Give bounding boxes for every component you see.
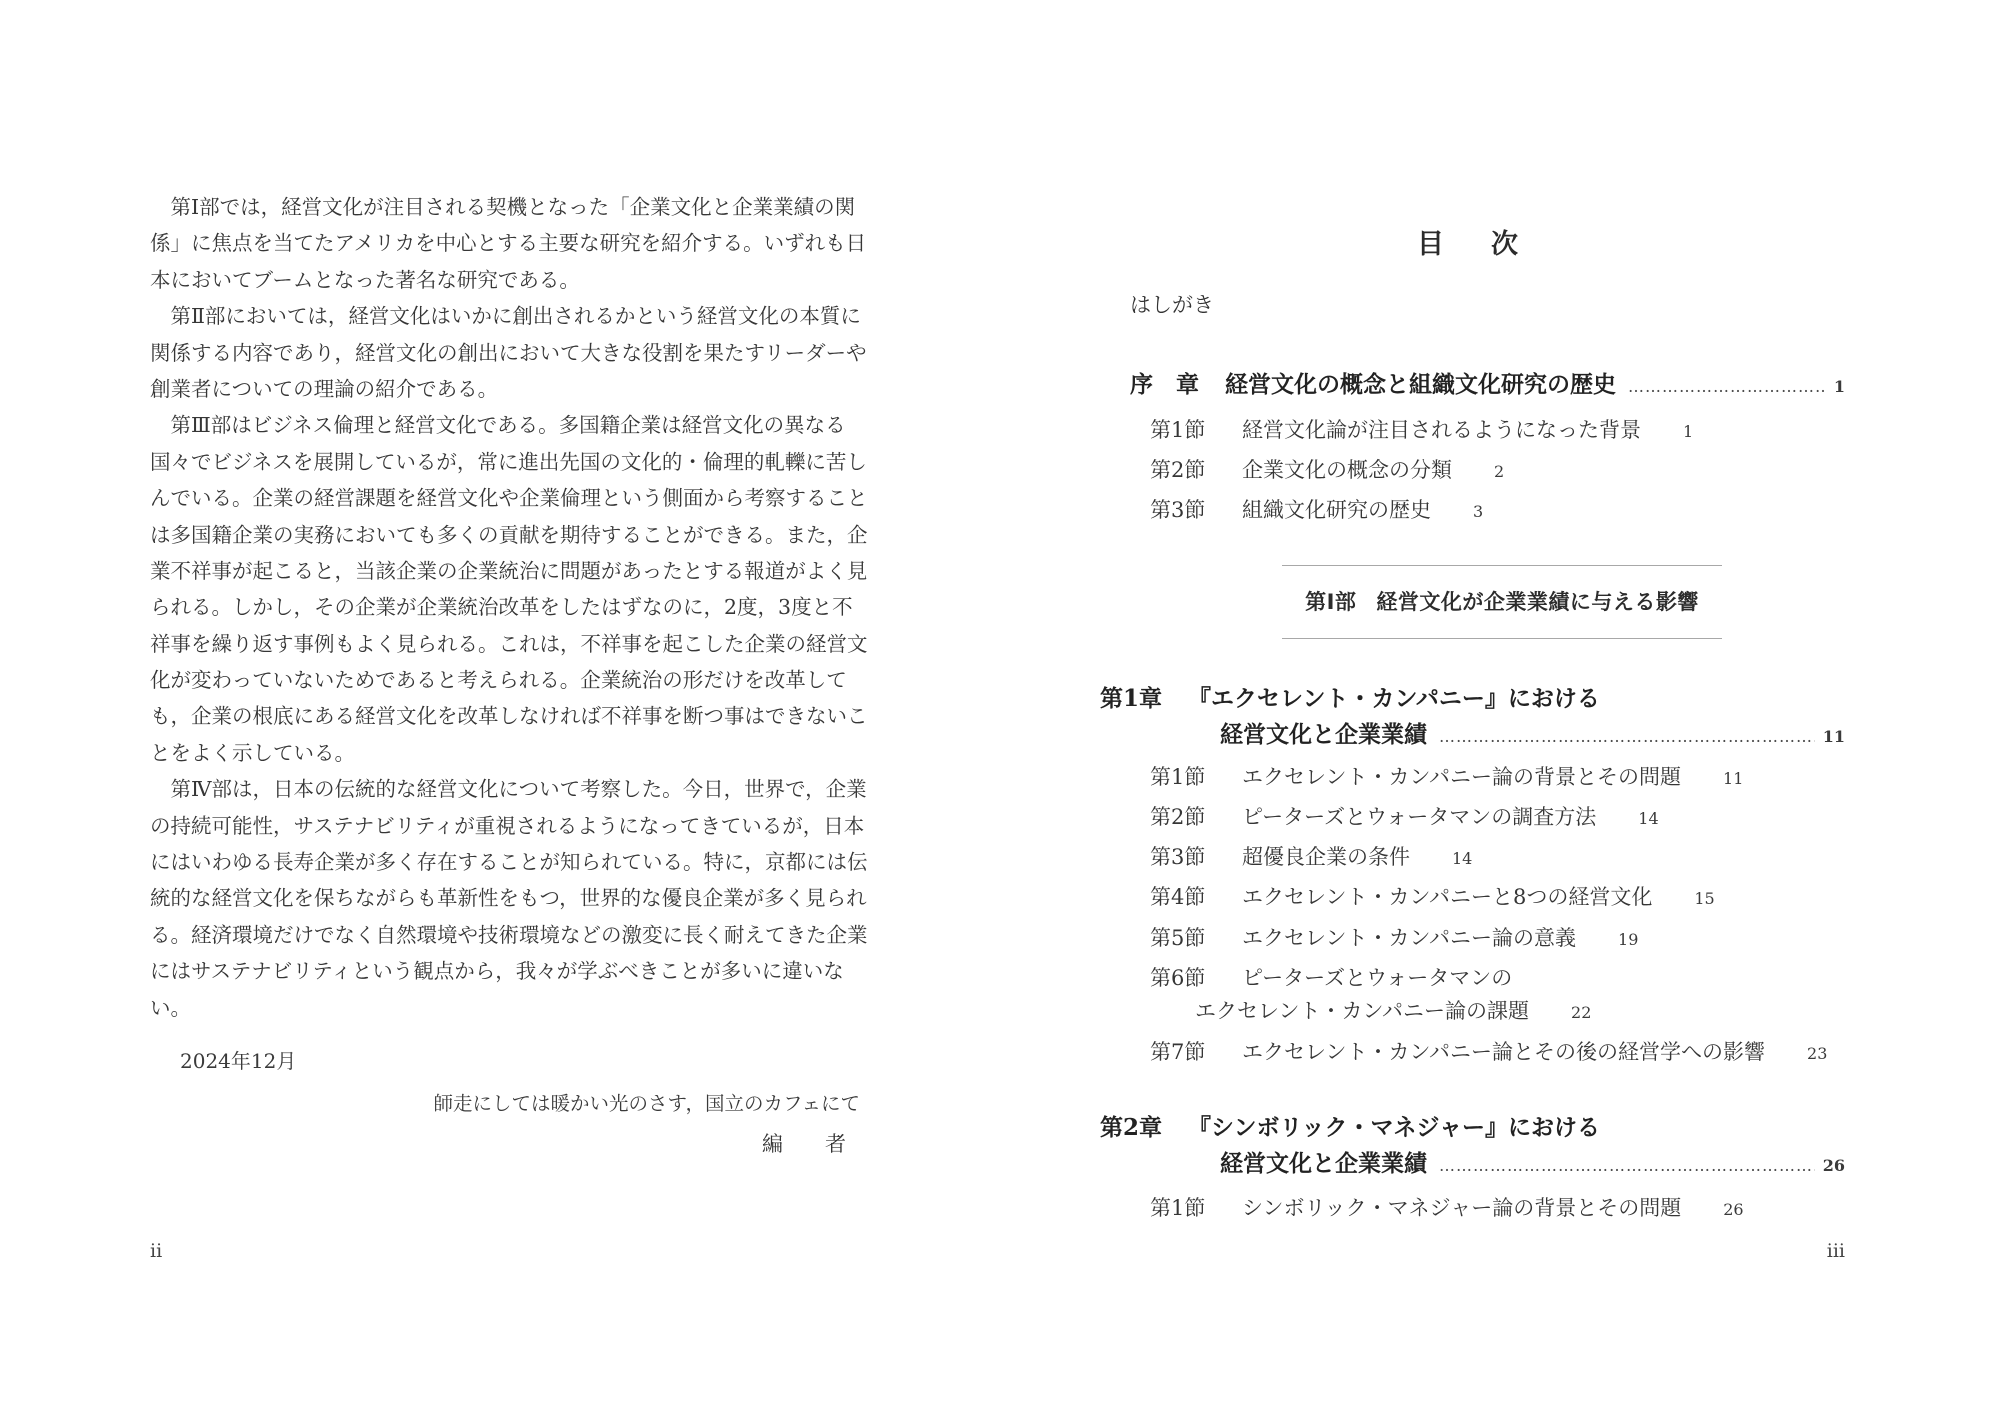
part-title: 経営文化が企業業績に与える影響 (1376, 590, 1699, 614)
paragraph-line: 創業者についての理論の紹介である。 (150, 376, 499, 401)
chapter-title-line1: 『エクセレント・カンパニー』における (1188, 685, 1600, 712)
paragraph-line: られる。しかし，その企業が企業統治改革をしたはずなのに，2度，3度と不 (150, 595, 853, 620)
paragraph (150, 189, 867, 298)
section-page-number: 23 (1807, 1044, 1828, 1063)
toc-title: 目 次 (1417, 229, 1528, 260)
section-title: エクセレント・カンパニー論とその後の経営学への影響 (1242, 1040, 1766, 1064)
section-title: 組織文化研究の歴史 (1242, 498, 1431, 522)
section-label: 第7節 (1150, 1040, 1206, 1064)
preface-editor-signature: 編 者 (762, 1132, 846, 1156)
toc-section (1150, 879, 1715, 915)
section-label: 第1節 (1150, 1196, 1206, 1220)
chapter-page-number: 11 (1822, 727, 1845, 746)
chapter-label: 第2章 (1100, 1114, 1163, 1141)
chapter-title-line1: 『シンボリック・マネジャー』における (1188, 1114, 1601, 1141)
section-title: エクセレント・カンパニー論の背景とその問題 (1242, 765, 1682, 789)
section-label: 第3節 (1150, 498, 1206, 522)
part-heading (1282, 586, 1722, 616)
section-title: 企業文化の概念の分類 (1242, 458, 1452, 482)
section-label: 第2節 (1150, 458, 1206, 482)
section-label: 第1節 (1150, 765, 1206, 789)
toc-section (1150, 492, 1483, 528)
paragraph-line: 国々でビジネスを展開しているが，常に進出先国の文化的・倫理的軋轢に苦し (150, 449, 867, 474)
toc-section (1150, 839, 1472, 875)
part-divider-bottom-rule (1282, 638, 1722, 639)
toc-section (1150, 1034, 1827, 1070)
page-number-left: ii (150, 1240, 163, 1262)
paragraph-line: る。経済環境だけでなく自然環境や技術環境などの激変に長く耐えてきた企業 (150, 922, 868, 947)
paragraph-line: とをよく示している。 (150, 740, 355, 765)
section-title: 経営文化論が注目されるようになった背景 (1242, 418, 1641, 442)
paragraph (150, 407, 868, 771)
paragraph-line: 第Ⅲ部はビジネス倫理と経営文化である。多国籍企業は経営文化の異なる (170, 413, 846, 438)
paragraph-line: も，企業の根底にある経営文化を改革しなければ不祥事を断つ事はできないこ (150, 704, 868, 729)
toc-section (1150, 960, 1512, 996)
toc-front-item: はしがき (1130, 293, 1214, 317)
paragraph-line: 第Ⅱ部においては，経営文化はいかに創出されるかという経営文化の本質に (170, 304, 861, 329)
page-number-right: iii (1826, 1240, 1845, 1262)
chapter-page-number: 1 (1833, 377, 1845, 396)
section-label: 第5節 (1150, 926, 1206, 950)
section-title: エクセレント・カンパニーと8つの経営文化 (1242, 885, 1653, 909)
toc-section (1150, 799, 1659, 835)
section-page-number: 11 (1723, 769, 1744, 788)
part-divider-top-rule (1282, 565, 1722, 566)
section-label: 第6節 (1150, 966, 1206, 990)
chapter-label: 序 章 (1130, 371, 1199, 398)
chapter-page-number: 26 (1822, 1156, 1845, 1175)
section-title-line2: エクセレント・カンパニー論の課題 (1195, 999, 1530, 1023)
toc-section (1150, 412, 1693, 448)
chapter-title-line2: 経営文化と企業業績 (1220, 721, 1427, 748)
chapter-title: 経営文化の概念と組織文化研究の歴史 (1225, 371, 1616, 398)
dot-leader (1439, 1146, 1815, 1184)
section-label: 第4節 (1150, 885, 1206, 909)
section-page-number: 22 (1571, 1003, 1592, 1022)
section-page-number: 19 (1618, 930, 1639, 949)
paragraph-line: 統的な経営文化を保ちながらも革新性をもつ，世界的な優良企業が多く見られ (150, 886, 867, 911)
paragraph-line: 本においてブームとなった著名な研究である。 (150, 267, 580, 292)
section-page-number: 3 (1473, 502, 1484, 521)
paragraph-line: 第Ⅰ部では，経営文化が注目される契機となった「企業文化と企業業績の関 (170, 195, 856, 219)
paragraph-line: 第Ⅳ部は，日本の伝統的な経営文化について考察した。今日，世界で，企業 (170, 777, 867, 802)
section-label: 第2節 (1150, 805, 1206, 829)
section-label: 第3節 (1150, 845, 1206, 869)
toc-page (1100, 0, 1845, 1414)
toc-chapter-2-line2 (1220, 1146, 1845, 1182)
paragraph-line: 関係する内容であり，経営文化の創出において大きな役割を果たすリーダーや (150, 340, 867, 365)
paragraph-line: 業不祥事が起こると，当該企業の企業統治に問題があったとする報道がよく見 (150, 558, 868, 583)
dot-leader (1439, 717, 1815, 755)
paragraph-line: んでいる。企業の経営課題を経営文化や企業倫理という側面から考察すること (150, 486, 868, 511)
preface-paragraphs (150, 189, 868, 1026)
preface-date: 2024年12月 (180, 1049, 297, 1073)
toc-intro-chapter (1130, 367, 1845, 403)
toc-section-continuation (1195, 993, 1591, 1029)
chapter-title-line2: 経営文化と企業業績 (1220, 1150, 1427, 1177)
paragraph-line: にはいわゆる長寿企業が多く存在することが知られている。特に，京都には伝 (150, 850, 868, 875)
section-title: エクセレント・カンパニー論の意義 (1242, 926, 1577, 950)
toc-section (1150, 920, 1638, 956)
paragraph-line: 祥事を繰り返す事例もよく見られる。これは，不祥事を起こした企業の経営文 (150, 631, 868, 656)
section-label: 第1節 (1150, 418, 1206, 442)
preface-page (150, 0, 868, 1414)
section-page-number: 1 (1683, 422, 1694, 441)
preface-colophon: 師走にしては暖かい光のさす，国立のカフェにて (433, 1092, 860, 1115)
part-label: 第Ⅰ部 (1305, 590, 1357, 614)
section-title: 超優良企業の条件 (1242, 845, 1410, 869)
paragraph (150, 298, 867, 407)
paragraph-line: の持続可能性，サステナビリティが重視されるようになってきているが，日本 (150, 813, 865, 838)
toc-chapter-1 (1100, 681, 1845, 717)
paragraph-line: 係」に焦点を当てたアメリカを中心とする主要な研究を紹介する。いずれも日 (150, 231, 867, 256)
section-page-number: 15 (1694, 889, 1715, 908)
section-title: ピーターズとウォータマンの調査方法 (1242, 805, 1597, 829)
toc-section (1150, 1190, 1744, 1226)
dot-leader (1628, 367, 1826, 405)
toc-section (1150, 452, 1504, 488)
section-page-number: 14 (1638, 809, 1659, 828)
section-page-number: 26 (1723, 1200, 1744, 1219)
chapter-label: 第1章 (1100, 685, 1163, 712)
paragraph (150, 771, 868, 1026)
section-page-number: 2 (1494, 462, 1505, 481)
section-title: シンボリック・マネジャー論の背景とその問題 (1242, 1196, 1682, 1220)
paragraph-line: 化が変わっていないためであると考えられる。企業統治の形だけを改革して (150, 668, 847, 693)
section-title-line1: ピーターズとウォータマンの (1242, 966, 1513, 990)
paragraph-line: にはサステナビリティという観点から，我々が学ぶべきことが多いに違いな (150, 959, 844, 984)
section-page-number: 14 (1452, 849, 1473, 868)
paragraph-line: い。 (150, 995, 191, 1020)
toc-chapter-1-line2 (1220, 717, 1845, 753)
paragraph-line: は多国籍企業の実務においても多くの貢献を期待することができる。また，企 (150, 522, 868, 547)
toc-chapter-2 (1100, 1110, 1845, 1146)
toc-section (1150, 759, 1743, 795)
